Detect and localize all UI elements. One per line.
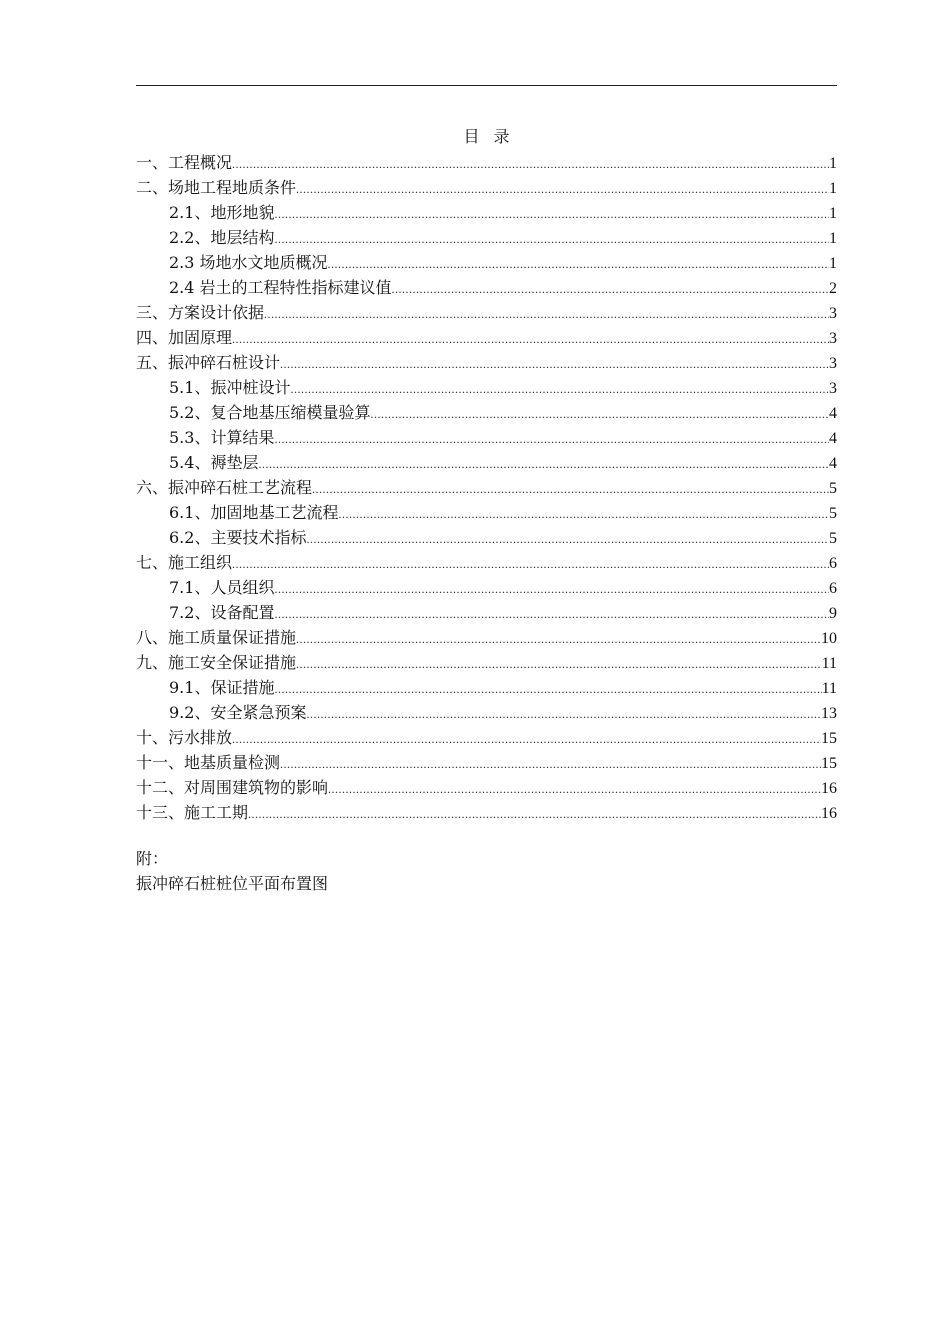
toc-entry-page-number: 5 (829, 480, 837, 497)
toc-entry-page-number: 3 (829, 305, 837, 322)
toc-dot-leader (264, 302, 829, 327)
toc-entry-label: 六、振冲碎石桩工艺流程 (136, 478, 313, 497)
toc-entry[interactable] (136, 425, 837, 450)
toc-dot-leader (392, 277, 829, 302)
toc-dot-leader (296, 652, 822, 677)
appendix (136, 846, 837, 896)
toc-entry[interactable] (136, 375, 837, 400)
toc-entry[interactable] (136, 725, 837, 750)
toc-entry[interactable] (136, 400, 837, 425)
toc-entry-label: 9.1、保证措施 (169, 678, 275, 697)
toc-entry[interactable] (136, 300, 837, 325)
toc-entry[interactable] (136, 575, 837, 600)
toc-entry-label: 四、加固原理 (136, 328, 233, 347)
toc-entry-label: 2.1、地形地貌 (169, 203, 275, 222)
toc-entry-page-number: 9 (829, 605, 837, 622)
toc-entry-page-number: 2 (829, 280, 837, 297)
toc-entry-page-number: 6 (829, 580, 837, 597)
toc-entry-page-number: 11 (821, 655, 837, 672)
toc-entry-page-number: 1 (829, 230, 837, 247)
toc-entry[interactable] (136, 475, 837, 500)
toc-entry-label: 八、施工质量保证措施 (136, 628, 297, 647)
toc-entry[interactable] (136, 775, 837, 800)
toc-dot-leader (306, 702, 821, 727)
toc-entry-label: 5.3、计算结果 (169, 428, 275, 447)
toc-title (136, 124, 837, 147)
toc-dot-leader (232, 727, 821, 752)
toc-dot-leader (328, 777, 821, 802)
toc-entry[interactable] (136, 550, 837, 575)
toc-entry[interactable] (136, 175, 837, 200)
toc-entry-page-number: 6 (829, 555, 837, 572)
toc-entry-label: 一、工程概况 (136, 153, 233, 172)
toc-entry[interactable] (136, 200, 837, 225)
toc-entry[interactable] (136, 325, 837, 350)
toc-entry[interactable] (136, 350, 837, 375)
toc-dot-leader (328, 252, 829, 277)
toc-entry-label: 5.2、复合地基压缩模量验算 (169, 403, 371, 422)
toc-entry-label: 十三、施工工期 (136, 803, 249, 822)
toc-dot-leader (274, 677, 821, 702)
toc-entry[interactable] (136, 750, 837, 775)
toc-dot-leader (338, 502, 829, 527)
toc-entry-page-number: 10 (821, 630, 837, 647)
toc-entry-page-number: 1 (829, 205, 837, 222)
toc-dot-leader (274, 227, 829, 252)
toc-entry-label: 9.2、安全紧急预案 (169, 703, 307, 722)
toc-dot-leader (370, 402, 829, 427)
toc-dot-leader (290, 377, 829, 402)
toc-dot-leader (280, 352, 829, 377)
toc-entry-page-number: 15 (821, 730, 837, 747)
toc-dot-leader (248, 802, 821, 827)
header-rule (136, 85, 837, 86)
toc-dot-leader (296, 627, 821, 652)
toc-dot-leader (274, 577, 829, 602)
toc-entry-page-number: 1 (829, 155, 837, 172)
toc-entry-page-number: 3 (829, 355, 837, 372)
toc-entry-label: 2.3 场地水文地质概况 (169, 253, 328, 272)
toc-title-left: 目 (463, 127, 480, 146)
toc-entry-label: 5.4、褥垫层 (169, 453, 259, 472)
toc-entry[interactable] (136, 250, 837, 275)
toc-entry[interactable] (136, 275, 837, 300)
toc-entry-label: 七、施工组织 (136, 553, 233, 572)
toc-entry-page-number: 16 (821, 780, 837, 797)
toc-entry-label: 十二、对周围建筑物的影响 (136, 778, 329, 797)
toc-entry[interactable] (136, 500, 837, 525)
toc-dot-leader (312, 477, 829, 502)
toc-dot-leader (280, 752, 821, 777)
toc-entry-page-number: 1 (829, 180, 837, 197)
toc-entry-label: 5.1、振冲桩设计 (169, 378, 291, 397)
toc-entry-label: 三、方案设计依据 (136, 303, 265, 322)
toc-entry-page-number: 4 (829, 405, 837, 422)
toc-entry-page-number: 4 (829, 455, 837, 472)
toc-entry-label: 2.2、地层结构 (169, 228, 275, 247)
toc-entry[interactable] (136, 225, 837, 250)
appendix-item[interactable]: 振冲碎石桩桩位平面布置图 (136, 874, 329, 893)
toc-dot-leader (274, 202, 829, 227)
toc-entry-label: 6.2、主要技术指标 (169, 528, 307, 547)
toc-dot-leader (306, 527, 829, 552)
toc-entry-page-number: 3 (829, 380, 837, 397)
toc-dot-leader (232, 327, 829, 352)
toc-entry[interactable] (136, 650, 837, 675)
toc-entry[interactable] (136, 450, 837, 475)
toc-entry[interactable] (136, 675, 837, 700)
toc-entry[interactable] (136, 150, 837, 175)
toc-entry[interactable] (136, 600, 837, 625)
toc-entry[interactable] (136, 525, 837, 550)
toc-entry-label: 6.1、加固地基工艺流程 (169, 503, 339, 522)
toc-entry-page-number: 4 (829, 430, 837, 447)
toc-entry-label: 九、施工安全保证措施 (136, 653, 297, 672)
toc-entry-page-number: 16 (821, 805, 837, 822)
toc-entry-label: 7.1、人员组织 (169, 578, 275, 597)
toc-dot-leader (274, 427, 829, 452)
toc-dot-leader (258, 452, 829, 477)
toc-entry[interactable] (136, 800, 837, 825)
toc-entry-page-number: 13 (821, 705, 837, 722)
toc-entry-page-number: 3 (829, 330, 837, 347)
table-of-contents (136, 150, 837, 825)
toc-entry-page-number: 5 (829, 505, 837, 522)
toc-entry[interactable] (136, 700, 837, 725)
toc-entry-page-number: 15 (821, 755, 837, 772)
toc-dot-leader (232, 152, 829, 177)
toc-entry-label: 十、污水排放 (136, 728, 233, 747)
toc-entry-label: 五、振冲碎石桩设计 (136, 353, 281, 372)
toc-title-right: 录 (493, 127, 510, 146)
toc-entry-page-number: 5 (829, 530, 837, 547)
toc-dot-leader (274, 602, 829, 627)
toc-entry-page-number: 11 (821, 680, 837, 697)
toc-entry-label: 十一、地基质量检测 (136, 753, 281, 772)
toc-dot-leader (296, 177, 829, 202)
toc-entry-label: 二、场地工程地质条件 (136, 178, 297, 197)
appendix-heading: 附： (136, 849, 169, 868)
toc-dot-leader (232, 552, 829, 577)
toc-entry-page-number: 1 (829, 255, 837, 272)
toc-entry-label: 2.4 岩土的工程特性指标建议值 (169, 278, 392, 297)
toc-entry-label: 7.2、设备配置 (169, 603, 275, 622)
toc-entry[interactable] (136, 625, 837, 650)
